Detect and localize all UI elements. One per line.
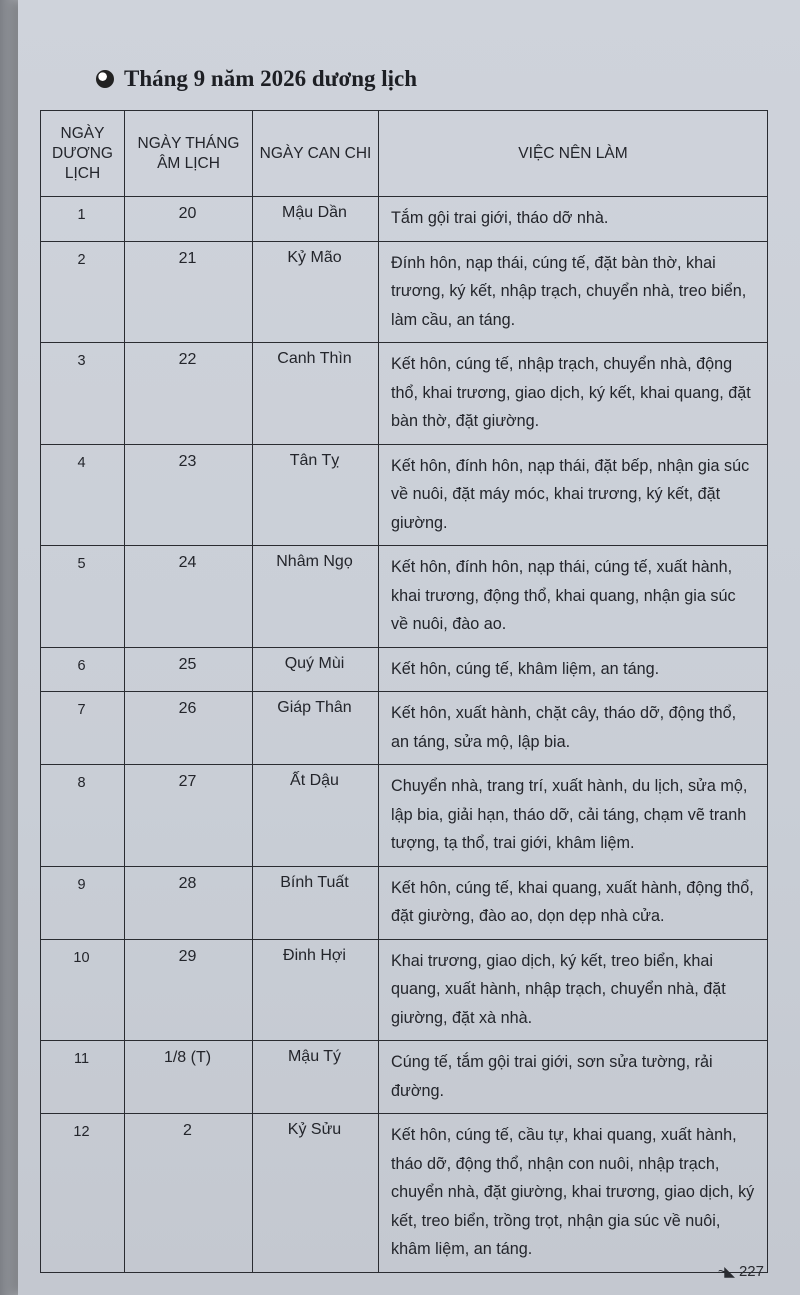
cell-lunar-date: 23 — [125, 444, 253, 546]
cell-lunar-date: 26 — [125, 692, 253, 765]
cell-solar-day: 1 — [41, 197, 125, 242]
cell-solar-day: 3 — [41, 343, 125, 445]
cell-lunar-date: 2 — [125, 1114, 253, 1273]
table-row — [41, 241, 768, 343]
cell-lunar-date: 21 — [125, 241, 253, 343]
cell-can-chi: Mậu Dần — [253, 197, 379, 242]
page-footer — [718, 1263, 764, 1280]
cell-recommended-activities: Kết hôn, cúng tế, nhập trạch, chuyển nhà, động thổ, khai trương, giao dịch, ký kết, khai quang, đặt bàn thờ, đặt giường. — [379, 343, 768, 445]
table-row — [41, 647, 768, 692]
table-row — [41, 1041, 768, 1114]
cell-solar-day: 2 — [41, 241, 125, 343]
cell-solar-day: 5 — [41, 546, 125, 648]
table-row — [41, 866, 768, 939]
table-row — [41, 765, 768, 867]
cell-can-chi: Bính Tuất — [253, 866, 379, 939]
cell-solar-day: 9 — [41, 866, 125, 939]
cell-can-chi: Quý Mùi — [253, 647, 379, 692]
cell-recommended-activities: Kết hôn, cúng tế, khai quang, xuất hành, động thổ, đặt giường, đào ao, dọn dẹp nhà cửa. — [379, 866, 768, 939]
cell-lunar-date: 28 — [125, 866, 253, 939]
table-row — [41, 197, 768, 242]
cell-can-chi: Kỷ Mão — [253, 241, 379, 343]
cell-can-chi: Mậu Tý — [253, 1041, 379, 1114]
cell-can-chi: Kỷ Sửu — [253, 1114, 379, 1273]
cell-solar-day: 11 — [41, 1041, 125, 1114]
lunar-calendar-table — [40, 110, 768, 1273]
cell-lunar-date: 27 — [125, 765, 253, 867]
cell-recommended-activities: Chuyển nhà, trang trí, xuất hành, du lịch, sửa mộ, lập bia, giải hạn, tháo dỡ, cải táng, chạm vẽ tranh tượng, tạ thổ, trai giới, khâm liệm. — [379, 765, 768, 867]
cell-lunar-date: 25 — [125, 647, 253, 692]
table-row — [41, 444, 768, 546]
table-row — [41, 1114, 768, 1273]
column-header-recommended-activities: VIỆC NÊN LÀM — [379, 111, 768, 197]
cell-lunar-date: 20 — [125, 197, 253, 242]
cell-solar-day: 4 — [41, 444, 125, 546]
book-page — [18, 0, 800, 1295]
cell-lunar-date: 29 — [125, 939, 253, 1041]
cell-can-chi: Nhâm Ngọ — [253, 546, 379, 648]
cell-lunar-date: 1/8 (T) — [125, 1041, 253, 1114]
table-header-row — [41, 111, 768, 197]
book-spine-shadow — [0, 0, 18, 1295]
cell-can-chi: Ất Dậu — [253, 765, 379, 867]
cell-lunar-date: 24 — [125, 546, 253, 648]
cell-solar-day: 8 — [41, 765, 125, 867]
cell-recommended-activities: Kết hôn, xuất hành, chặt cây, tháo dỡ, động thổ, an táng, sửa mộ, lập bia. — [379, 692, 768, 765]
cell-recommended-activities: Đính hôn, nạp thái, cúng tế, đặt bàn thờ, khai trương, ký kết, nhập trạch, chuyển nhà, treo biển, làm cầu, an táng. — [379, 241, 768, 343]
cell-recommended-activities: Khai trương, giao dịch, ký kết, treo biển, khai quang, xuất hành, nhập trạch, chuyển nhà, đặt giường, đặt xà nhà. — [379, 939, 768, 1041]
cell-recommended-activities: Kết hôn, đính hôn, nạp thái, cúng tế, xuất hành, khai trương, động thổ, khai quang, nhận gia súc về nuôi, đào ao. — [379, 546, 768, 648]
table-body — [41, 197, 768, 1273]
table-row — [41, 692, 768, 765]
cell-can-chi: Tân Tỵ — [253, 444, 379, 546]
table-row — [41, 546, 768, 648]
yin-yang-icon — [96, 70, 114, 88]
cell-lunar-date: 22 — [125, 343, 253, 445]
cell-recommended-activities: Cúng tế, tắm gội trai giới, sơn sửa tường, rải đường. — [379, 1041, 768, 1114]
page-title: Tháng 9 năm 2026 dương lịch — [124, 66, 418, 91]
table-row — [41, 939, 768, 1041]
cell-solar-day: 12 — [41, 1114, 125, 1273]
cell-solar-day: 7 — [41, 692, 125, 765]
column-header-solar-day: NGÀY DƯƠNG LỊCH — [41, 111, 125, 197]
cell-recommended-activities: Kết hôn, cúng tế, cầu tự, khai quang, xuất hành, tháo dỡ, động thổ, nhận con nuôi, nhập trạch, chuyển nhà, đặt giường, khai trương, giao dịch, ký kết, treo biển, trồng trọt, nhận gia súc về nuôi, khâm liệm, an táng. — [379, 1114, 768, 1273]
swallow-ornament-icon: ~◣ — [718, 1263, 733, 1279]
cell-can-chi: Giáp Thân — [253, 692, 379, 765]
cell-solar-day: 6 — [41, 647, 125, 692]
cell-recommended-activities: Kết hôn, cúng tế, khâm liệm, an táng. — [379, 647, 768, 692]
cell-recommended-activities: Tắm gội trai giới, tháo dỡ nhà. — [379, 197, 768, 242]
cell-can-chi: Canh Thìn — [253, 343, 379, 445]
column-header-lunar-date: NGÀY THÁNG ÂM LỊCH — [125, 111, 253, 197]
cell-recommended-activities: Kết hôn, đính hôn, nạp thái, đặt bếp, nhận gia súc về nuôi, đặt máy móc, khai trương, ký kết, đặt giường. — [379, 444, 768, 546]
cell-solar-day: 10 — [41, 939, 125, 1041]
column-header-can-chi: NGÀY CAN CHI — [253, 111, 379, 197]
page-number: 227 — [738, 1263, 764, 1280]
section-title — [96, 66, 417, 92]
cell-can-chi: Đinh Hợi — [253, 939, 379, 1041]
table-row — [41, 343, 768, 445]
